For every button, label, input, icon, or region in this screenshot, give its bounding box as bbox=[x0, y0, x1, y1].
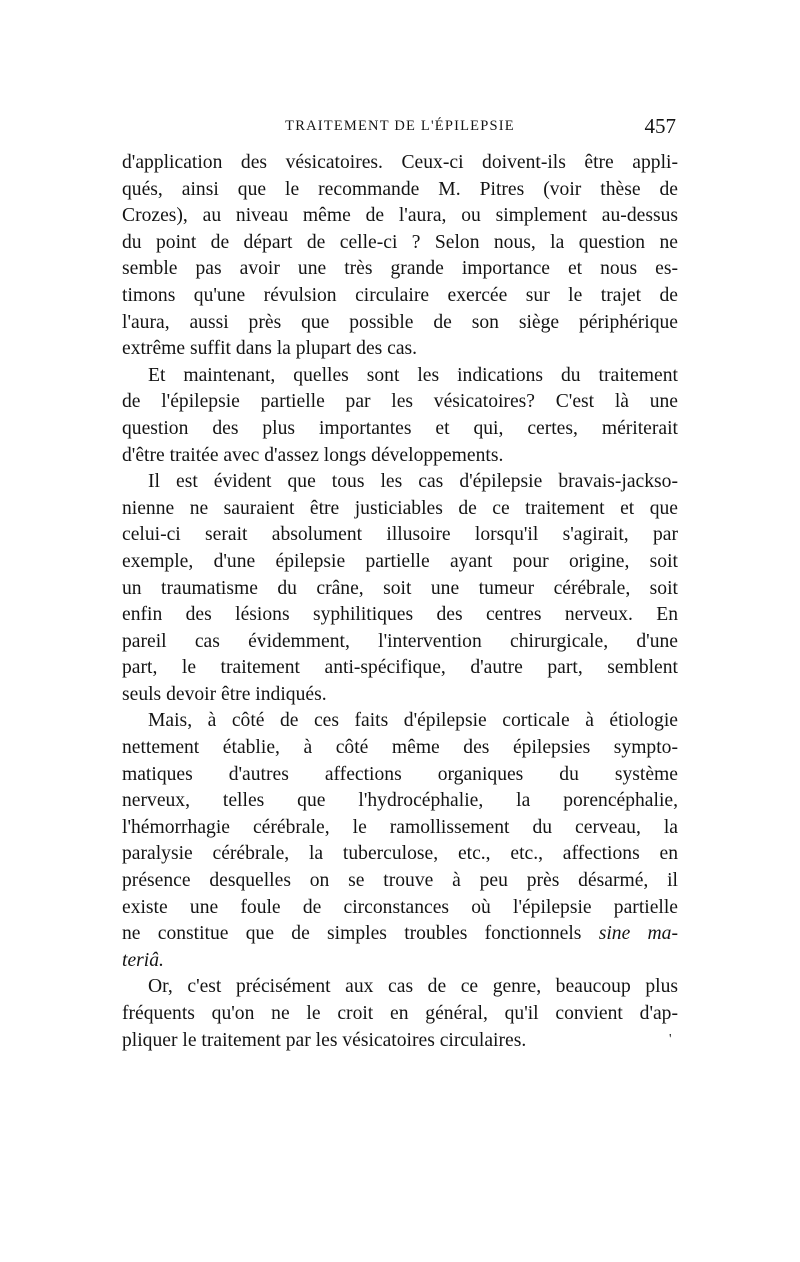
text-line: nienne ne sauraient être justiciables de ce traitement et que bbox=[122, 497, 678, 519]
text-line: nerveux, telles que l'hydrocéphalie, la porencéphalie, bbox=[122, 790, 678, 812]
text-line: nettement établie, à côté même des épilepsies sympto- bbox=[122, 737, 678, 759]
paragraph-5 bbox=[122, 974, 678, 1054]
text-line: matiques d'autres affections organiques du système bbox=[122, 763, 678, 785]
text-line: qués, ainsi que le recommande M. Pitres (voir thèse de bbox=[122, 178, 678, 200]
text-line: Il est évident que tous les cas d'épilepsie bravais-jackso- bbox=[148, 471, 678, 493]
stray-print-mark: ' bbox=[669, 1032, 672, 1047]
text-line-with-italic bbox=[122, 921, 678, 948]
page-header bbox=[122, 116, 678, 142]
text-line: fréquents qu'on ne le croit en général, qu'il convient d'ap- bbox=[122, 1003, 678, 1024]
paragraph-3 bbox=[122, 469, 678, 708]
text-line: du point de départ de celle-ci ? Selon nous, la question ne bbox=[122, 231, 678, 253]
text-line: Et maintenant, quelles sont les indications du traitement bbox=[148, 364, 678, 386]
text-line: l'aura, aussi près que possible de son siège périphérique bbox=[122, 311, 678, 333]
text-line: seuls devoir être indiqués. bbox=[122, 683, 327, 705]
text-line: enfin des lésions syphilitiques des centres nerveux. En bbox=[122, 604, 678, 626]
text-line: Crozes), au niveau même de l'aura, ou simplement au-dessus bbox=[122, 205, 678, 227]
italic-phrase: sine ma- bbox=[598, 923, 678, 945]
paragraph-2 bbox=[122, 363, 678, 469]
text-line: celui-ci serait absolument illusoire lorsqu'il s'agirait, par bbox=[122, 524, 678, 546]
text-line: pareil cas évidemment, l'intervention chirurgicale, d'une bbox=[122, 630, 678, 652]
text-line: présence desquelles on se trouve à peu près désarmé, il bbox=[122, 870, 678, 892]
text-line: existe une foule de circonstances où l'épilepsie partielle bbox=[122, 896, 678, 918]
text-line: Or, c'est précisément aux cas de ce genre, beaucoup plus bbox=[148, 976, 678, 998]
text-line: Mais, à côté de ces faits d'épilepsie corticale à étiologie bbox=[148, 710, 678, 732]
text-line: timons qu'une révulsion circulaire exercée sur le trajet de bbox=[122, 284, 678, 306]
text-line: semble pas avoir une très grande importance et nous es- bbox=[122, 258, 678, 280]
text-line: d'être traitée avec d'assez longs développements. bbox=[122, 444, 504, 466]
paragraph-1 bbox=[122, 150, 678, 363]
running-title: TRAITEMENT DE L'ÉPILEPSIE bbox=[285, 118, 515, 134]
text-line: extrême suffit dans la plupart des cas. bbox=[122, 338, 418, 360]
text-line-start: ne constitue que de simples troubles fonctionnels bbox=[122, 923, 599, 945]
text-line: question des plus importantes et qui, certes, mériterait bbox=[122, 417, 678, 439]
text-line: exemple, d'une épilepsie partielle ayant pour origine, soit bbox=[122, 550, 678, 572]
page-number: 457 bbox=[644, 114, 676, 138]
body-text bbox=[122, 150, 678, 1054]
text-line: d'application des vésicatoires. Ceux-ci doivent-ils être appli- bbox=[122, 152, 678, 173]
text-line: paralysie cérébrale, la tuberculose, etc., etc., affections en bbox=[122, 843, 678, 865]
text-line: l'hémorrhagie cérébrale, le ramollissement du cerveau, la bbox=[122, 816, 678, 838]
text-line: part, le traitement anti-spécifique, d'autre part, semblent bbox=[122, 657, 678, 679]
paragraph-4 bbox=[122, 708, 678, 974]
text-line: pliquer le traitement par les vésicatoires circulaires. bbox=[122, 1029, 527, 1051]
text-line: de l'épilepsie partielle par les vésicatoires? C'est là une bbox=[122, 391, 678, 413]
italic-line: teriâ. bbox=[122, 949, 164, 971]
text-line: un traumatisme du crâne, soit une tumeur cérébrale, soit bbox=[122, 577, 678, 599]
